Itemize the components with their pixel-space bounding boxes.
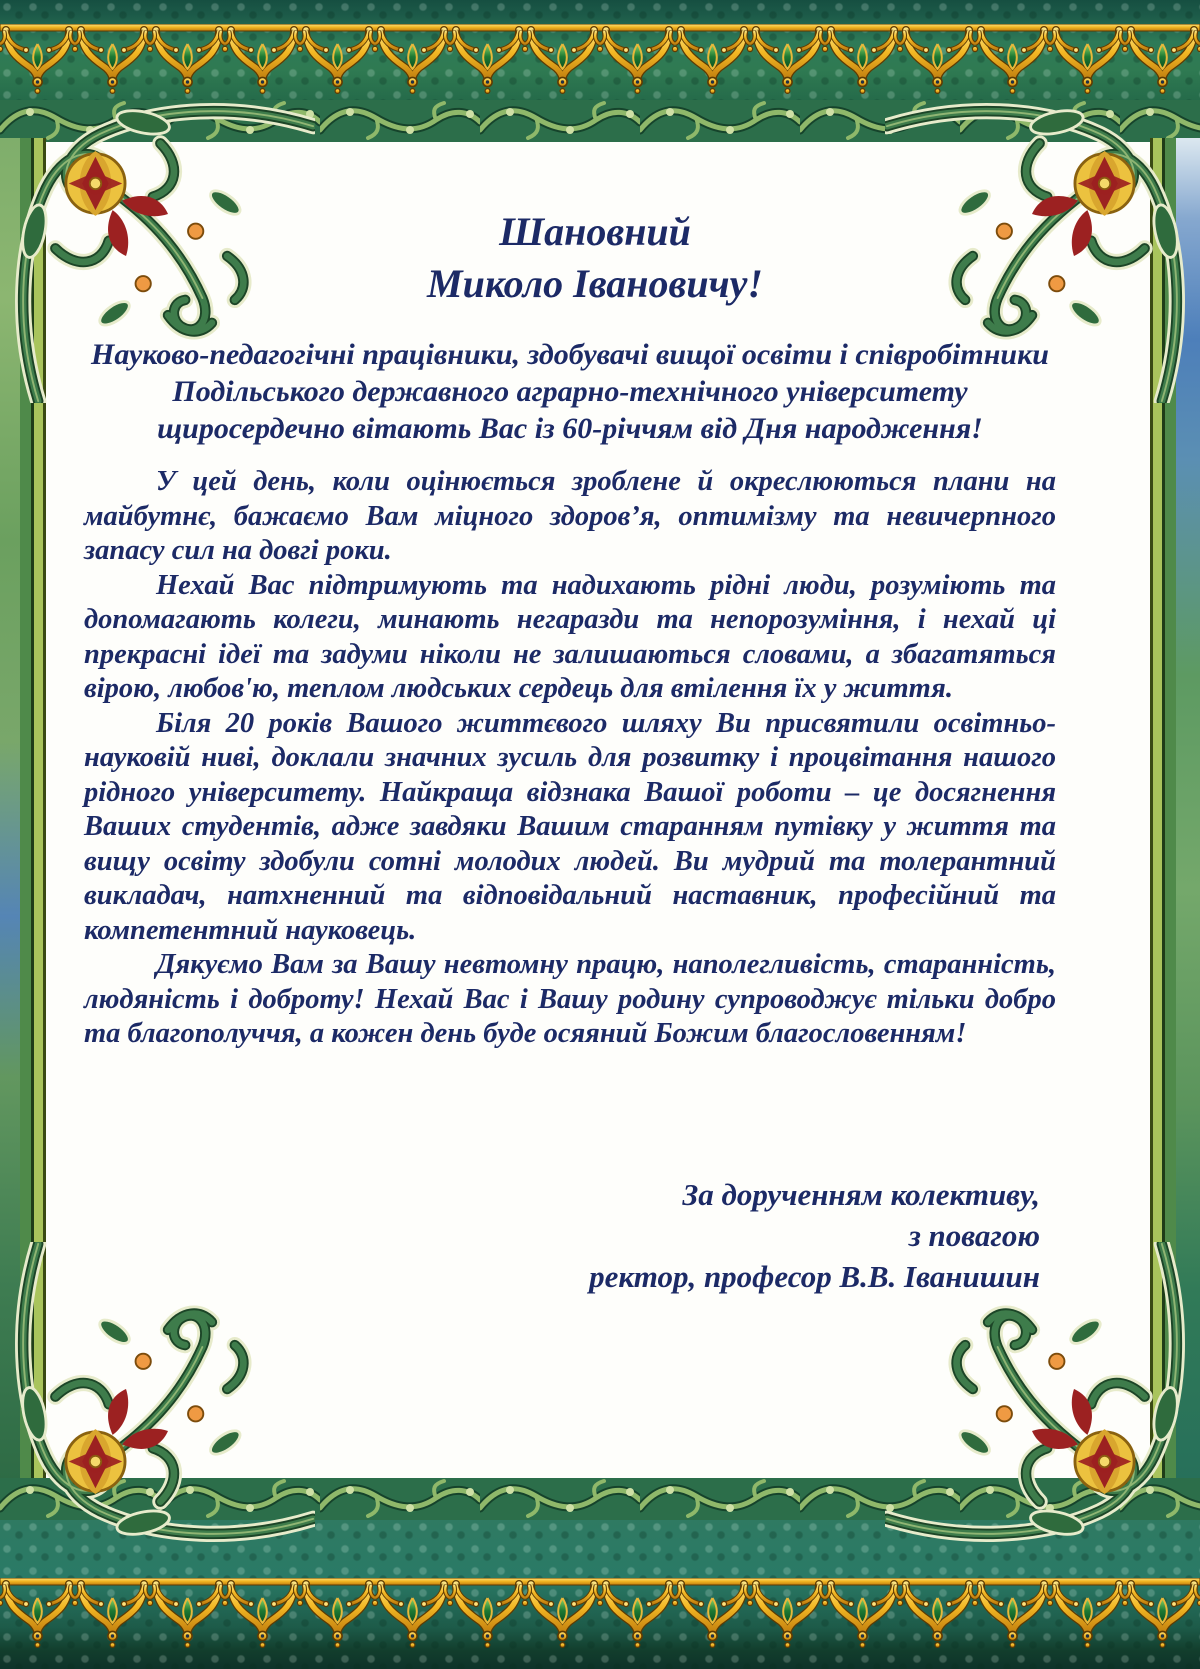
intro-line-1: Науково-педагогічні працівники, здобувачі вищої освіти і співробітники <box>91 338 1049 371</box>
signature-block <box>84 1174 1056 1297</box>
letter-content <box>84 0 1056 1297</box>
paragraph-3: Біля 20 років Вашого життєвого шляху Ви присвятили освітньо-науковій ниві, доклали значних зусиль для розвитку і процвітання нашого рідного університету. Найкраща відзнака Вашої роботи – це досягнення Ваших студентів, адже завдяки Вашим старанням путівку у життя та вищу освіту здобули сотні молодих людей. Ви мудрий та толерантний викладач, натхненний та відповідальний наставник, професійний та компетентний науковець. <box>84 707 1056 946</box>
signature-rector-line: ректор, професор В.В. Іванишин <box>589 1258 1040 1294</box>
letter-body <box>84 465 1056 1052</box>
intro-block <box>84 336 1056 447</box>
intro-line-2: Подільського державного аграрно-технічного університету <box>172 375 968 408</box>
paragraph-2: Нехай Вас підтримують та надихають рідні люди, розуміють та допомагають колеги, минають негаразди та непорозуміння, і нехай ці прекрасні ідеї та задуми ніколи не залишаються словами, а збагатяться вірою, любов'ю, теплом людських сердець для втілення їх у життя. <box>84 569 1056 704</box>
signature-respect-line: з повагою <box>908 1217 1040 1253</box>
paragraph-4: Дякуємо Вам за Вашу невтомну працю, наполегливість, старанність, людяність і доброту! Нехай Вас і Вашу родину супроводжує тільки добро та благополуччя, а кожен день буде осяяний Божим благословенням! <box>84 949 1056 1049</box>
intro-line-3: щиросердечно вітають Вас із 60-річчям від Дня народження! <box>157 412 983 445</box>
salutation-line-2: Миколо Івановичу! <box>427 261 763 306</box>
gold-fringe-bottom <box>0 1578 1200 1650</box>
salutation <box>84 206 1056 310</box>
salutation-line-1: Шановний <box>499 209 691 254</box>
paragraph-1: У цей день, коли оцінюється зроблене й окреслюються плани на майбутнє, бажаємо Вам міцного здоров’я, оптимізму та невичерпного запасу сил на довгі роки. <box>84 466 1056 566</box>
signature-commission-line: За дорученням колективу, <box>682 1176 1040 1212</box>
